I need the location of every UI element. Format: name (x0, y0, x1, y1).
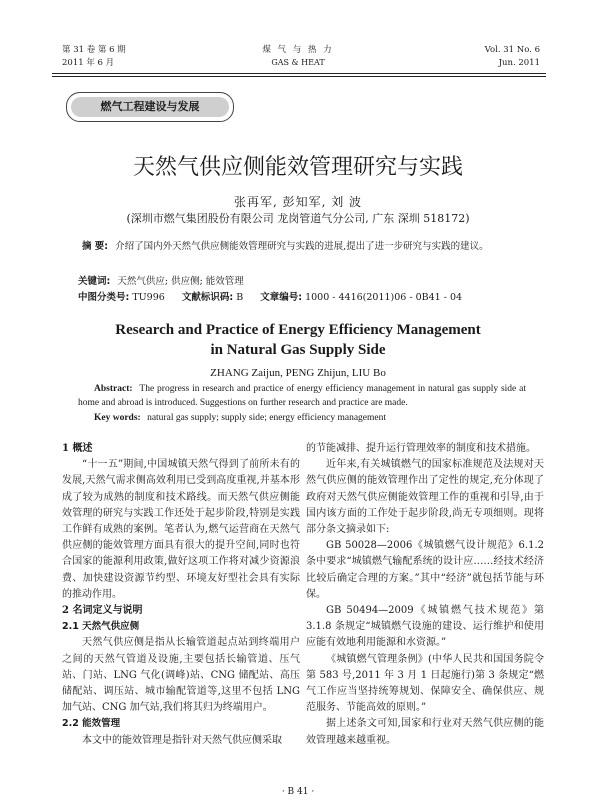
paragraph-continued: 的节能减排、提升运行管理效率的制度和技术措施。 (306, 443, 536, 454)
body-column-right (306, 441, 544, 749)
paragraph-overview: “十一五”期间,中国城镇天然气得到了前所未有的发展,天然气需求侧高效利用已受到高度重视,并基本形成了较为成熟的制度和技术路线。而天然气供应侧能效管理的研究与实践工作还处于起步阶段,特别是实践工作鲜有成熟的案例。笔者认为,燃气运营商在天然气供应侧的能效管理方面具有很大的提升空间,同时也符合国家的能源利用政策,做好这项工作将对减少资源浪费、加快建设资源节约型、环境友好型社会具有实际的推动作用。 (62, 459, 300, 600)
paper-title-cn: 天然气供应侧能效管理研究与实践 (132, 155, 463, 180)
authors-en: ZHANG Zaijun, PENG Zhijun, LIU Bo (210, 367, 386, 379)
header-date: 2011 年 6 月 (62, 58, 115, 68)
abstract-cn (78, 240, 528, 254)
paragraph-regulations-intro: 近年来,有关城镇燃气的国家标准规范及法规对天然气供应侧的能效管理作出了定性的规定,充分体现了政府对天然气供应侧能效管理工作的重视和引导,由于国内该方面的工作处于起步阶段,尚无专项细则。现将部分条文摘录如下: (306, 459, 544, 536)
header-journal-cn: 煤 气 与 热 力 (262, 45, 334, 55)
section-badge (66, 92, 234, 122)
heading-overview: 1 概述 (62, 443, 93, 454)
keywords-en (78, 411, 526, 425)
header-rule-thick (52, 73, 546, 74)
body-column-left (62, 441, 300, 749)
heading-efficiency-management: 2.2 能效管理 (62, 718, 121, 730)
affiliation-cn: (深圳市燃气集团股份有限公司 龙岗管道气分公司, 广东 深圳 518172) (126, 212, 470, 225)
paragraph-conclusion: 据上述条文可知,国家和行业对天然气供应侧的能效管理越来越重视。 (306, 718, 544, 746)
abstract-cn-label: 摘 要: (82, 241, 109, 252)
paper-title-en-line2: in Natural Gas Supply Side (210, 342, 386, 358)
section-badge-label: 燃气工程建设与发展 (100, 100, 200, 113)
clc-label: 中图分类号: (78, 292, 130, 303)
heading-supply-side: 2.1 天然气供应侧 (62, 621, 140, 633)
abstract-en-text: The progress in research and practice of energy efficiency management in natural gas supply side at home and abroad is introduced. Suggestions on further research and practice are made. (78, 384, 526, 408)
header-volume-issue: 第 31 卷 第 6 期 (62, 45, 126, 55)
keywords-en-text: natural gas supply; supply side; energy efficiency management (147, 413, 387, 423)
paragraph-efficiency-management: 本文中的能效管理是指针对天然气供应侧采取 (82, 734, 282, 746)
header-volume-en: Vol. 31 No. 6 (484, 45, 540, 55)
doc-code-label: 文献标识码: (181, 292, 234, 303)
abstract-cn-text: 介绍了国内外天然气供应侧能效管理研究与实践的进展,提出了进一步研究与实践的建议。 (115, 241, 489, 252)
abstract-en (78, 382, 526, 410)
section-badge-fill (71, 97, 229, 117)
header-journal-en: GAS & HEAT (271, 58, 325, 67)
heading-definitions: 2 名词定义与说明 (62, 605, 143, 617)
header-date-en: Jun. 2011 (498, 58, 540, 68)
keywords-en-label: Key words: (94, 413, 141, 423)
page-number: · B 41 · (281, 787, 315, 797)
paper-title-en-line1: Research and Practice of Energy Efficiency Management (115, 322, 481, 338)
paragraph-gb50028: GB 50028—2006《城镇燃气设计规范》6.1.2 条中要求“城镇燃气输配系统的设计应……经技术经济比较后确定合理的方案。”其中“经济”就包括节能与环保。 (306, 540, 544, 600)
classification-line (78, 291, 528, 305)
doc-code-value: B (236, 292, 244, 303)
keywords-cn-text: 天然气供应; 供应侧; 能效管理 (117, 276, 244, 287)
clc-value: TU996 (132, 292, 165, 303)
article-no-value: 1000 - 4416(2011)06 - 0B41 - 04 (305, 292, 463, 303)
keywords-cn-label: 关键词: (78, 276, 111, 287)
paragraph-supply-side: 天然气供应侧是指从长输管道起点站到终端用户之间的天然气管道及设施,主要包括长输管道、压气站、门站、LNG 气化(调峰)站、CNG 储配站、高压储配站、调压站、城市输配管道等,这里不包括 LNG 加气站、CNG 加气站,我们将其归为终端用户。 (62, 637, 300, 714)
header-rule-thin (52, 76, 546, 77)
article-no-label: 文章编号: (260, 292, 303, 303)
paragraph-regulation-583: 《城镇燃气管理条例》(中华人民共和国国务院令第 583 号,2011 年 3 月 1 日起施行)第 3 条规定“燃气工作应当坚持统筹规划、保障安全、确保供应、规范服务、节能高效的原则。” (306, 653, 544, 714)
authors-cn: 张再军, 彭知军, 刘 波 (233, 195, 363, 209)
paragraph-gb50494: GB 50494—2009《城镇燃气技术规范》第 3.1.8 条规定“城镇燃气设施的建设、运行维护和使用应能有效地利用能源和水资源。” (306, 605, 544, 649)
keywords-cn (78, 275, 528, 289)
abstract-en-label: Abstract: (94, 384, 133, 394)
